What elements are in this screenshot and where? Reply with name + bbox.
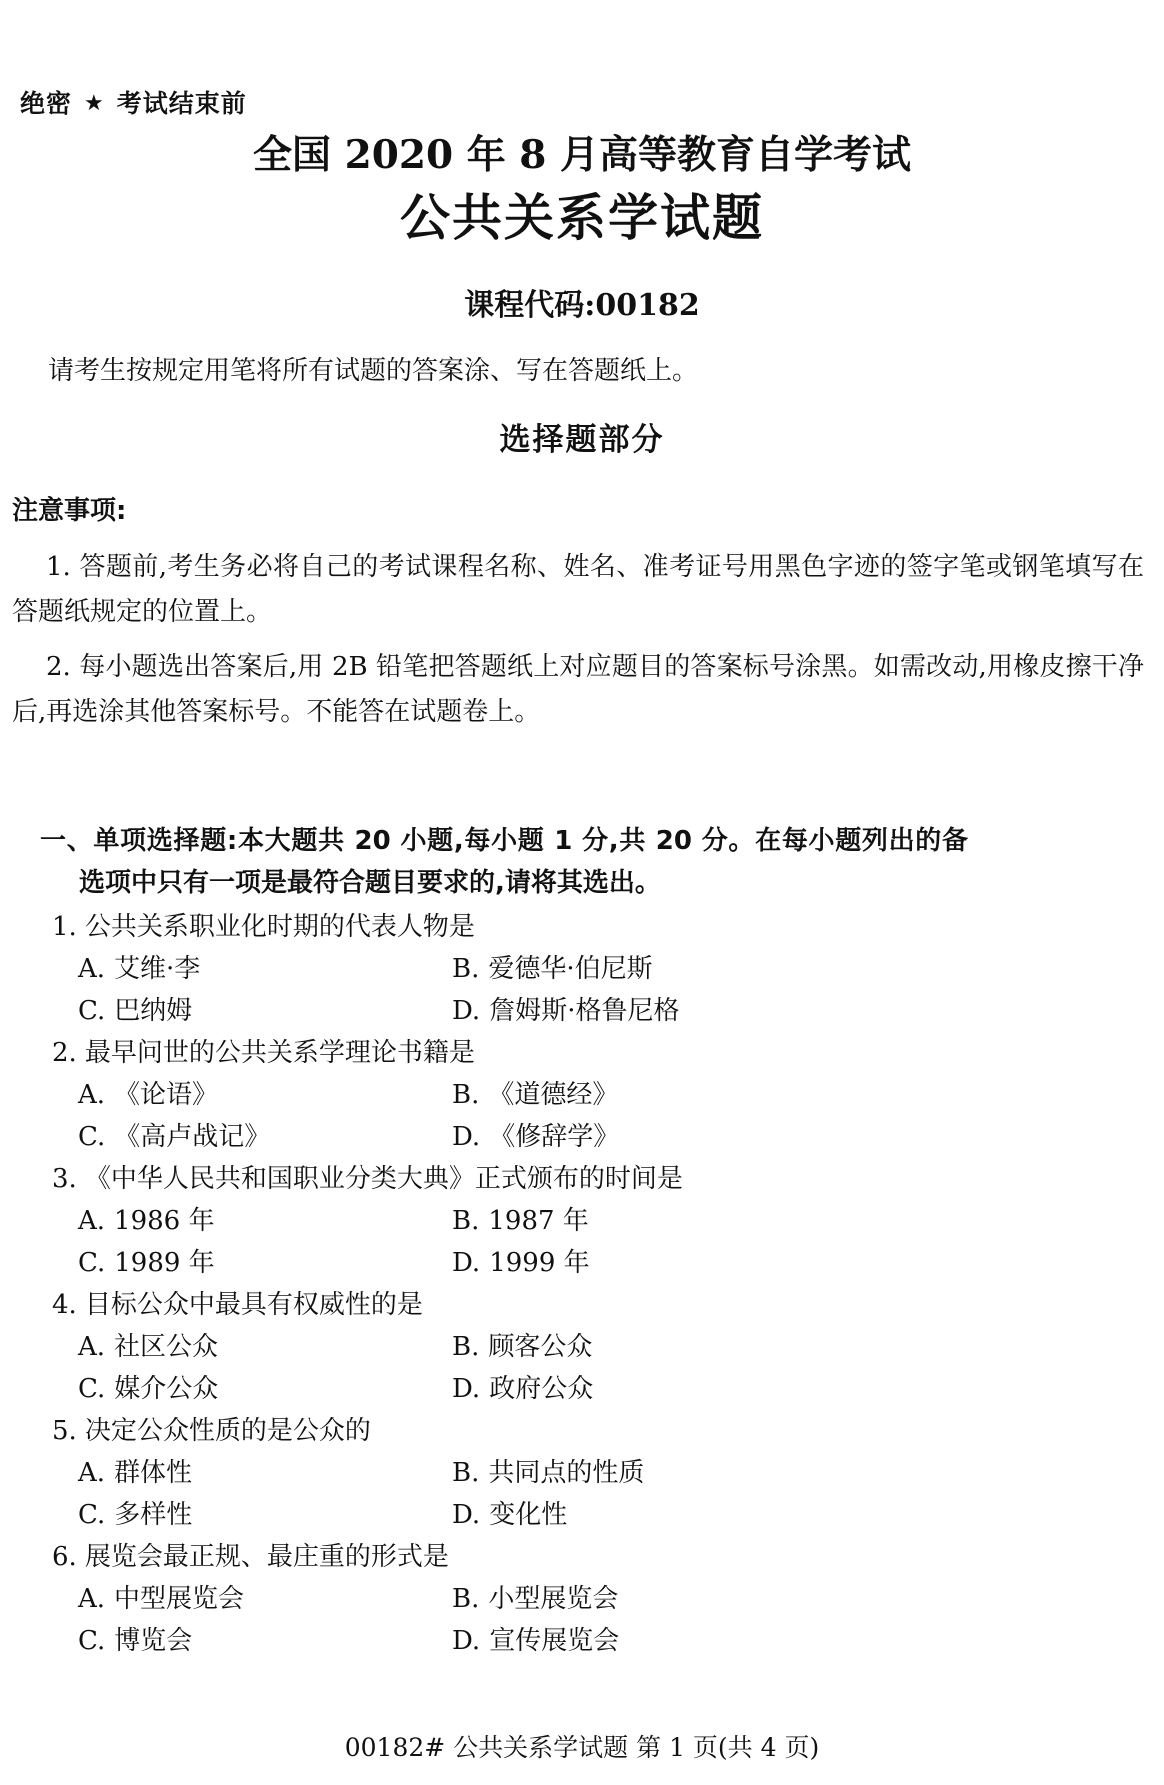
option-item-c (78, 1494, 452, 1536)
part-one-prefix: 一、 (40, 826, 94, 856)
options-grid (78, 1074, 1140, 1158)
option-item-d (452, 1116, 1140, 1158)
secrecy-timing: 考试结束前 (116, 89, 247, 118)
option-text: 艾维·李 (114, 954, 201, 984)
question-item (0, 1158, 1140, 1284)
options-grid (78, 1578, 1140, 1662)
option-item-c (78, 1368, 452, 1410)
option-item-c (78, 990, 452, 1032)
question-stem: 《中华人民共和国职业分类大典》正式颁布的时间是 (84, 1164, 683, 1194)
course-code: 课程代码:00182 (464, 288, 700, 323)
question-stem-line (52, 906, 1140, 948)
question-item (0, 1032, 1140, 1158)
option-item-b (452, 1200, 1140, 1242)
option-label: D. (452, 1500, 481, 1530)
option-item-a (78, 948, 452, 990)
option-label: C. (78, 1374, 106, 1404)
notes-title: 注意事项: (12, 496, 127, 526)
option-text: 中型展览会 (114, 1584, 245, 1614)
secrecy-label: 绝密 (20, 89, 73, 118)
option-text: 博览会 (114, 1626, 193, 1656)
option-label: A. (78, 1584, 106, 1614)
notes-block (12, 490, 1144, 745)
option-label: C. (78, 1626, 106, 1656)
option-label: D. (452, 1626, 481, 1656)
question-number: 2. (52, 1038, 77, 1068)
option-item-d (452, 990, 1140, 1032)
option-label: C. (78, 1248, 106, 1278)
options-grid (78, 1326, 1140, 1410)
option-item-a (78, 1326, 452, 1368)
option-label: D. (452, 996, 481, 1026)
star-icon: ★ (84, 90, 105, 116)
question-stem: 决定公众性质的是公众的 (84, 1416, 371, 1446)
option-text: 1986 年 (114, 1206, 215, 1236)
options-grid (78, 1452, 1140, 1536)
option-item-b (452, 948, 1140, 990)
option-label: B. (452, 954, 480, 984)
option-item-a (78, 1578, 452, 1620)
part-one-heading (40, 820, 968, 904)
question-stem: 展览会最正规、最庄重的形式是 (84, 1542, 449, 1572)
subject-title: 公共关系学试题 (400, 189, 764, 247)
question-list (0, 906, 1140, 1662)
question-stem-line (52, 1284, 1140, 1326)
option-item-a (78, 1074, 452, 1116)
option-label: A. (78, 954, 106, 984)
question-stem-line (52, 1410, 1140, 1452)
option-text: 顾客公众 (488, 1332, 593, 1362)
question-item (0, 1284, 1140, 1410)
option-label: C. (78, 996, 106, 1026)
option-item-d (452, 1368, 1140, 1410)
option-label: B. (452, 1080, 480, 1110)
option-item-d (452, 1620, 1140, 1662)
question-stem-line (52, 1158, 1140, 1200)
question-stem-line (52, 1536, 1140, 1578)
option-item-b (452, 1452, 1140, 1494)
option-text: 巴纳姆 (114, 996, 193, 1026)
option-item-b (452, 1326, 1140, 1368)
option-label: D. (452, 1374, 481, 1404)
option-label: A. (78, 1206, 106, 1236)
option-text: 詹姆斯·格鲁尼格 (489, 996, 680, 1026)
option-label: A. (78, 1458, 106, 1488)
option-label: B. (452, 1206, 480, 1236)
option-label: C. (78, 1500, 106, 1530)
option-text: 多样性 (114, 1500, 193, 1530)
option-item-b (452, 1578, 1140, 1620)
question-stem: 目标公众中最具有权威性的是 (84, 1290, 423, 1320)
option-text: 小型展览会 (488, 1584, 619, 1614)
question-number: 5. (52, 1416, 77, 1446)
exam-title: 全国 2020 年 8 月高等教育自学考试 (253, 132, 911, 178)
note-item-1: 1. 答题前,考生务必将自己的考试课程名称、姓名、准考证号用黑色字迹的签字笔或钢笔填写在答题纸规定的位置上。 (12, 552, 1144, 627)
option-item-d (452, 1242, 1140, 1284)
question-number: 1. (52, 912, 77, 942)
option-item-c (78, 1116, 452, 1158)
option-item-c (78, 1620, 452, 1662)
option-item-c (78, 1242, 452, 1284)
option-label: D. (452, 1122, 481, 1152)
options-grid (78, 1200, 1140, 1284)
secrecy-banner (20, 84, 247, 120)
option-text: 媒介公众 (114, 1374, 219, 1404)
question-stem-line (52, 1032, 1140, 1074)
question-item (0, 906, 1140, 1032)
question-item (0, 1536, 1140, 1662)
option-text: 社区公众 (114, 1332, 219, 1362)
page-footer: 00182# 公共关系学试题 第 1 页(共 4 页) (344, 1733, 820, 1762)
question-stem: 公共关系职业化时期的代表人物是 (84, 912, 475, 942)
option-label: B. (452, 1458, 480, 1488)
option-text: 爱德华·伯尼斯 (488, 954, 653, 984)
question-stem: 最早问世的公共关系学理论书籍是 (84, 1038, 475, 1068)
part-one-text: 单项选择题:本大题共 20 小题,每小题 1 分,共 20 分。在每小题列出的备选项中只有一项是最符合题目要求的,请将其选出。 (79, 826, 968, 898)
option-text: 宣传展览会 (489, 1626, 620, 1656)
option-item-a (78, 1200, 452, 1242)
option-text: 1999 年 (489, 1248, 590, 1278)
option-item-d (452, 1494, 1140, 1536)
option-text: 《高卢战记》 (114, 1122, 271, 1152)
answer-instruction: 请考生按规定用笔将所有试题的答案涂、写在答题纸上。 (48, 356, 699, 386)
note-item-2: 2. 每小题选出答案后,用 2B 铅笔把答题纸上对应题目的答案标号涂黑。如需改动,用橡皮擦干净后,再选涂其他答案标号。不能答在试题卷上。 (12, 652, 1144, 727)
option-text: 群体性 (114, 1458, 193, 1488)
option-text: 变化性 (489, 1500, 568, 1530)
option-text: 政府公众 (489, 1374, 594, 1404)
option-text: 共同点的性质 (488, 1458, 645, 1488)
option-label: A. (78, 1080, 106, 1110)
option-item-b (452, 1074, 1140, 1116)
options-grid (78, 948, 1140, 1032)
option-text: 1987 年 (488, 1206, 589, 1236)
option-text: 《论语》 (114, 1080, 219, 1110)
option-label: A. (78, 1332, 106, 1362)
option-text: 《修辞学》 (489, 1122, 620, 1152)
question-number: 3. (52, 1164, 77, 1194)
option-label: B. (452, 1584, 480, 1614)
section-title: 选择题部分 (499, 422, 665, 458)
option-label: D. (452, 1248, 481, 1278)
question-number: 4. (52, 1290, 77, 1320)
option-text: 《道德经》 (488, 1080, 619, 1110)
question-item (0, 1410, 1140, 1536)
option-item-a (78, 1452, 452, 1494)
option-label: B. (452, 1332, 480, 1362)
option-text: 1989 年 (114, 1248, 215, 1278)
option-label: C. (78, 1122, 106, 1152)
question-number: 6. (52, 1542, 77, 1572)
